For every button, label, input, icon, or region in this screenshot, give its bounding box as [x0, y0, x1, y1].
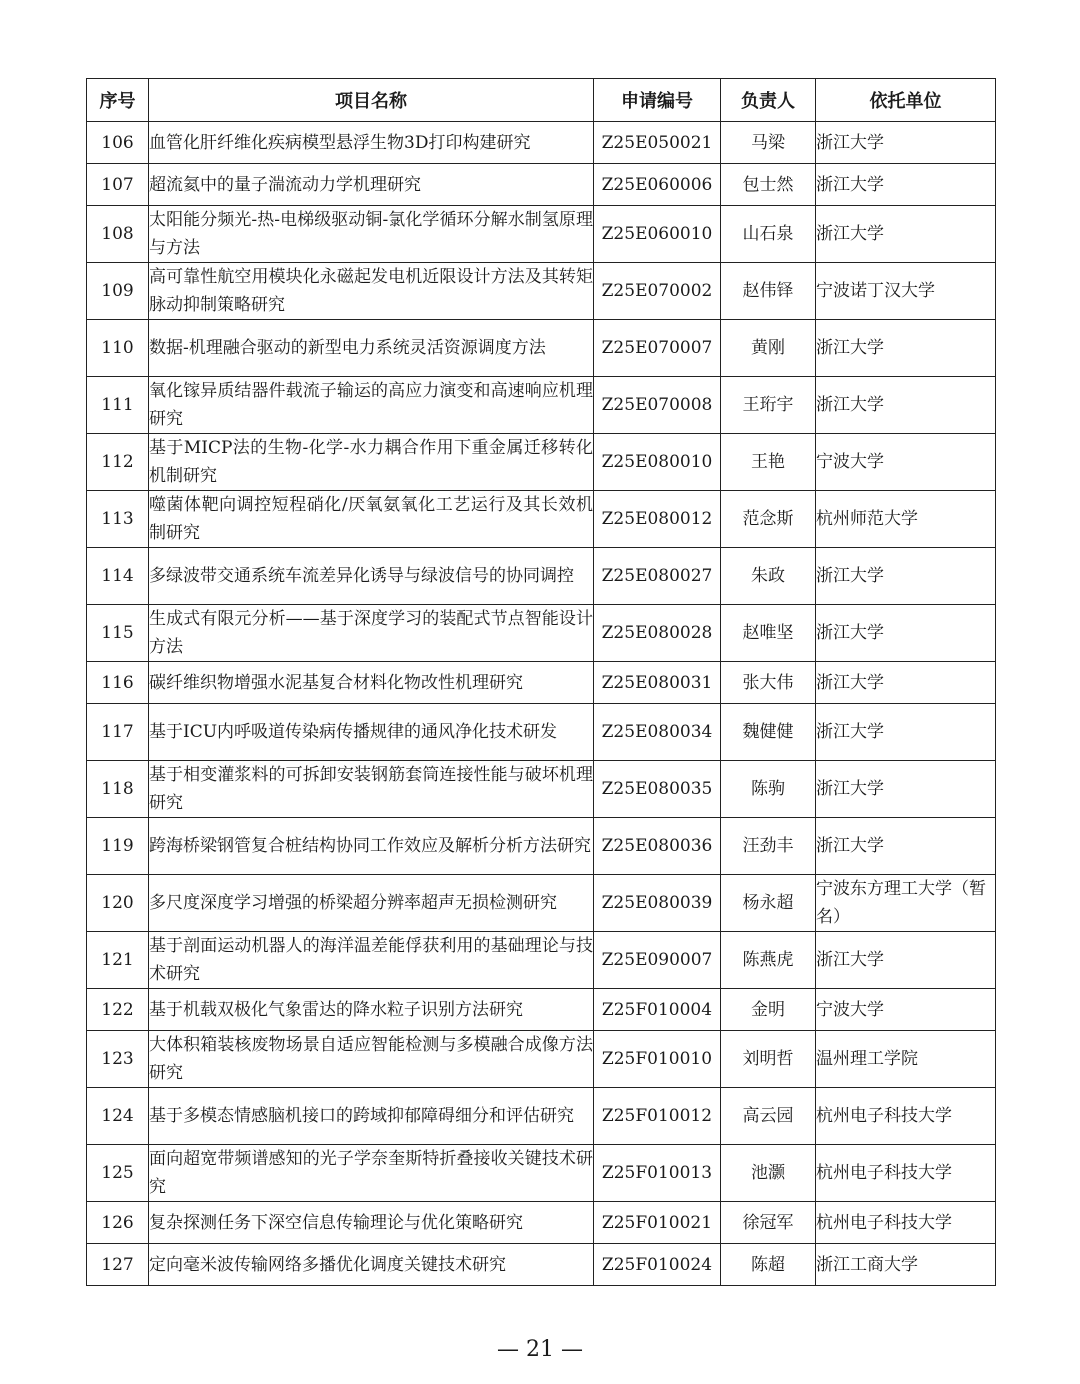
table-row	[87, 818, 996, 875]
cell-application-code: Z25F010021	[594, 1202, 721, 1244]
cell-project-name: 噬菌体靶向调控短程硝化/厌氧氨氧化工艺运行及其长效机制研究	[149, 491, 594, 548]
cell-organization: 浙江大学	[816, 818, 996, 875]
table-row	[87, 989, 996, 1031]
cell-organization: 浙江大学	[816, 164, 996, 206]
cell-index: 118	[87, 761, 149, 818]
cell-leader: 朱政	[721, 548, 816, 605]
cell-leader: 陈驹	[721, 761, 816, 818]
cell-project-name: 血管化肝纤维化疾病模型悬浮生物3D打印构建研究	[149, 122, 594, 164]
table-row	[87, 875, 996, 932]
table-row	[87, 377, 996, 434]
cell-index: 109	[87, 263, 149, 320]
table-row	[87, 761, 996, 818]
cell-application-code: Z25F010013	[594, 1145, 721, 1202]
cell-index: 106	[87, 122, 149, 164]
table-row	[87, 1202, 996, 1244]
cell-leader: 刘明哲	[721, 1031, 816, 1088]
cell-application-code: Z25E080031	[594, 662, 721, 704]
cell-application-code: Z25F010010	[594, 1031, 721, 1088]
cell-organization: 浙江工商大学	[816, 1244, 996, 1286]
cell-project-name: 基于机载双极化气象雷达的降水粒子识别方法研究	[149, 989, 594, 1031]
cell-index: 110	[87, 320, 149, 377]
cell-leader: 赵唯坚	[721, 605, 816, 662]
cell-organization: 浙江大学	[816, 122, 996, 164]
cell-organization: 浙江大学	[816, 206, 996, 263]
cell-index: 117	[87, 704, 149, 761]
cell-application-code: Z25E050021	[594, 122, 721, 164]
cell-organization: 宁波东方理工大学（暂名）	[816, 875, 996, 932]
cell-index: 120	[87, 875, 149, 932]
cell-leader: 池灏	[721, 1145, 816, 1202]
table-body	[87, 122, 996, 1286]
cell-leader: 赵伟铎	[721, 263, 816, 320]
cell-project-name: 超流氦中的量子湍流动力学机理研究	[149, 164, 594, 206]
cell-project-name: 生成式有限元分析——基于深度学习的装配式节点智能设计方法	[149, 605, 594, 662]
cell-organization: 宁波大学	[816, 989, 996, 1031]
cell-index: 115	[87, 605, 149, 662]
header-leader: 负责人	[721, 79, 816, 122]
table-row	[87, 1088, 996, 1145]
cell-index: 125	[87, 1145, 149, 1202]
cell-index: 108	[87, 206, 149, 263]
cell-application-code: Z25E090007	[594, 932, 721, 989]
cell-organization: 温州理工学院	[816, 1031, 996, 1088]
cell-leader: 包士然	[721, 164, 816, 206]
cell-application-code: Z25E060010	[594, 206, 721, 263]
cell-project-name: 基于剖面运动机器人的海洋温差能俘获利用的基础理论与技术研究	[149, 932, 594, 989]
cell-organization: 宁波诺丁汉大学	[816, 263, 996, 320]
cell-index: 113	[87, 491, 149, 548]
cell-project-name: 大体积箱装核废物场景自适应智能检测与多模融合成像方法研究	[149, 1031, 594, 1088]
cell-project-name: 碳纤维织物增强水泥基复合材料化物改性机理研究	[149, 662, 594, 704]
header-project-name: 项目名称	[149, 79, 594, 122]
cell-organization: 浙江大学	[816, 320, 996, 377]
table-row	[87, 932, 996, 989]
table-row	[87, 1031, 996, 1088]
cell-project-name: 基于相变灌浆料的可拆卸安装钢筋套筒连接性能与破坏机理研究	[149, 761, 594, 818]
table-row	[87, 263, 996, 320]
cell-index: 123	[87, 1031, 149, 1088]
cell-index: 116	[87, 662, 149, 704]
cell-leader: 魏健健	[721, 704, 816, 761]
cell-project-name: 定向毫米波传输网络多播优化调度关键技术研究	[149, 1244, 594, 1286]
cell-organization: 浙江大学	[816, 932, 996, 989]
cell-application-code: Z25E070008	[594, 377, 721, 434]
table-row	[87, 548, 996, 605]
cell-application-code: Z25E080039	[594, 875, 721, 932]
cell-leader: 高云园	[721, 1088, 816, 1145]
cell-project-name: 跨海桥梁钢管复合桩结构协同工作效应及解析分析方法研究	[149, 818, 594, 875]
header-application-code: 申请编号	[594, 79, 721, 122]
cell-project-name: 基于MICP法的生物-化学-水力耦合作用下重金属迁移转化机制研究	[149, 434, 594, 491]
cell-application-code: Z25E070007	[594, 320, 721, 377]
cell-index: 122	[87, 989, 149, 1031]
cell-project-name: 数据-机理融合驱动的新型电力系统灵活资源调度方法	[149, 320, 594, 377]
cell-organization: 浙江大学	[816, 662, 996, 704]
table-header	[87, 79, 996, 122]
table-row	[87, 491, 996, 548]
table-row	[87, 320, 996, 377]
table-row	[87, 164, 996, 206]
cell-application-code: Z25E080027	[594, 548, 721, 605]
cell-index: 124	[87, 1088, 149, 1145]
cell-leader: 张大伟	[721, 662, 816, 704]
cell-leader: 徐冠军	[721, 1202, 816, 1244]
cell-application-code: Z25F010004	[594, 989, 721, 1031]
table-row	[87, 704, 996, 761]
table-row	[87, 434, 996, 491]
cell-organization: 浙江大学	[816, 704, 996, 761]
cell-project-name: 高可靠性航空用模块化永磁起发电机近限设计方法及其转矩脉动抑制策略研究	[149, 263, 594, 320]
cell-leader: 汪劲丰	[721, 818, 816, 875]
cell-organization: 浙江大学	[816, 605, 996, 662]
cell-organization: 杭州电子科技大学	[816, 1202, 996, 1244]
cell-organization: 宁波大学	[816, 434, 996, 491]
cell-project-name: 太阳能分频光-热-电梯级驱动铜-氯化学循环分解水制氢原理与方法	[149, 206, 594, 263]
cell-project-name: 多尺度深度学习增强的桥梁超分辨率超声无损检测研究	[149, 875, 594, 932]
table-row	[87, 662, 996, 704]
cell-index: 111	[87, 377, 149, 434]
cell-index: 127	[87, 1244, 149, 1286]
cell-project-name: 复杂探测任务下深空信息传输理论与优化策略研究	[149, 1202, 594, 1244]
cell-index: 121	[87, 932, 149, 989]
cell-organization: 浙江大学	[816, 548, 996, 605]
cell-index: 126	[87, 1202, 149, 1244]
cell-leader: 范念斯	[721, 491, 816, 548]
cell-project-name: 氧化镓异质结器件载流子输运的高应力演变和高速响应机理研究	[149, 377, 594, 434]
cell-index: 119	[87, 818, 149, 875]
page-number: — 21 —	[497, 1337, 583, 1362]
cell-leader: 金明	[721, 989, 816, 1031]
header-organization: 依托单位	[816, 79, 996, 122]
cell-project-name: 多绿波带交通系统车流差异化诱导与绿波信号的协同调控	[149, 548, 594, 605]
table-row	[87, 206, 996, 263]
cell-application-code: Z25E080012	[594, 491, 721, 548]
cell-leader: 王艳	[721, 434, 816, 491]
table-row	[87, 1145, 996, 1202]
cell-project-name: 面向超宽带频谱感知的光子学奈奎斯特折叠接收关键技术研究	[149, 1145, 594, 1202]
cell-leader: 马梁	[721, 122, 816, 164]
cell-application-code: Z25E070002	[594, 263, 721, 320]
cell-organization: 浙江大学	[816, 761, 996, 818]
cell-project-name: 基于ICU内呼吸道传染病传播规律的通风净化技术研发	[149, 704, 594, 761]
cell-index: 107	[87, 164, 149, 206]
cell-organization: 浙江大学	[816, 377, 996, 434]
cell-application-code: Z25F010024	[594, 1244, 721, 1286]
cell-application-code: Z25E060006	[594, 164, 721, 206]
cell-organization: 杭州电子科技大学	[816, 1088, 996, 1145]
cell-organization: 杭州电子科技大学	[816, 1145, 996, 1202]
table-row	[87, 1244, 996, 1286]
cell-leader: 杨永超	[721, 875, 816, 932]
cell-leader: 黄刚	[721, 320, 816, 377]
header-index: 序号	[87, 79, 149, 122]
table-row	[87, 122, 996, 164]
cell-application-code: Z25E080010	[594, 434, 721, 491]
project-table	[86, 78, 996, 1286]
cell-leader: 陈超	[721, 1244, 816, 1286]
cell-application-code: Z25E080035	[594, 761, 721, 818]
cell-application-code: Z25E080034	[594, 704, 721, 761]
header-row	[87, 79, 996, 122]
cell-organization: 杭州师范大学	[816, 491, 996, 548]
cell-application-code: Z25F010012	[594, 1088, 721, 1145]
table-row	[87, 605, 996, 662]
cell-application-code: Z25E080036	[594, 818, 721, 875]
cell-project-name: 基于多模态情感脑机接口的跨域抑郁障碍细分和评估研究	[149, 1088, 594, 1145]
cell-leader: 陈燕虎	[721, 932, 816, 989]
cell-leader: 山石泉	[721, 206, 816, 263]
cell-leader: 王珩宇	[721, 377, 816, 434]
cell-index: 114	[87, 548, 149, 605]
cell-index: 112	[87, 434, 149, 491]
cell-application-code: Z25E080028	[594, 605, 721, 662]
